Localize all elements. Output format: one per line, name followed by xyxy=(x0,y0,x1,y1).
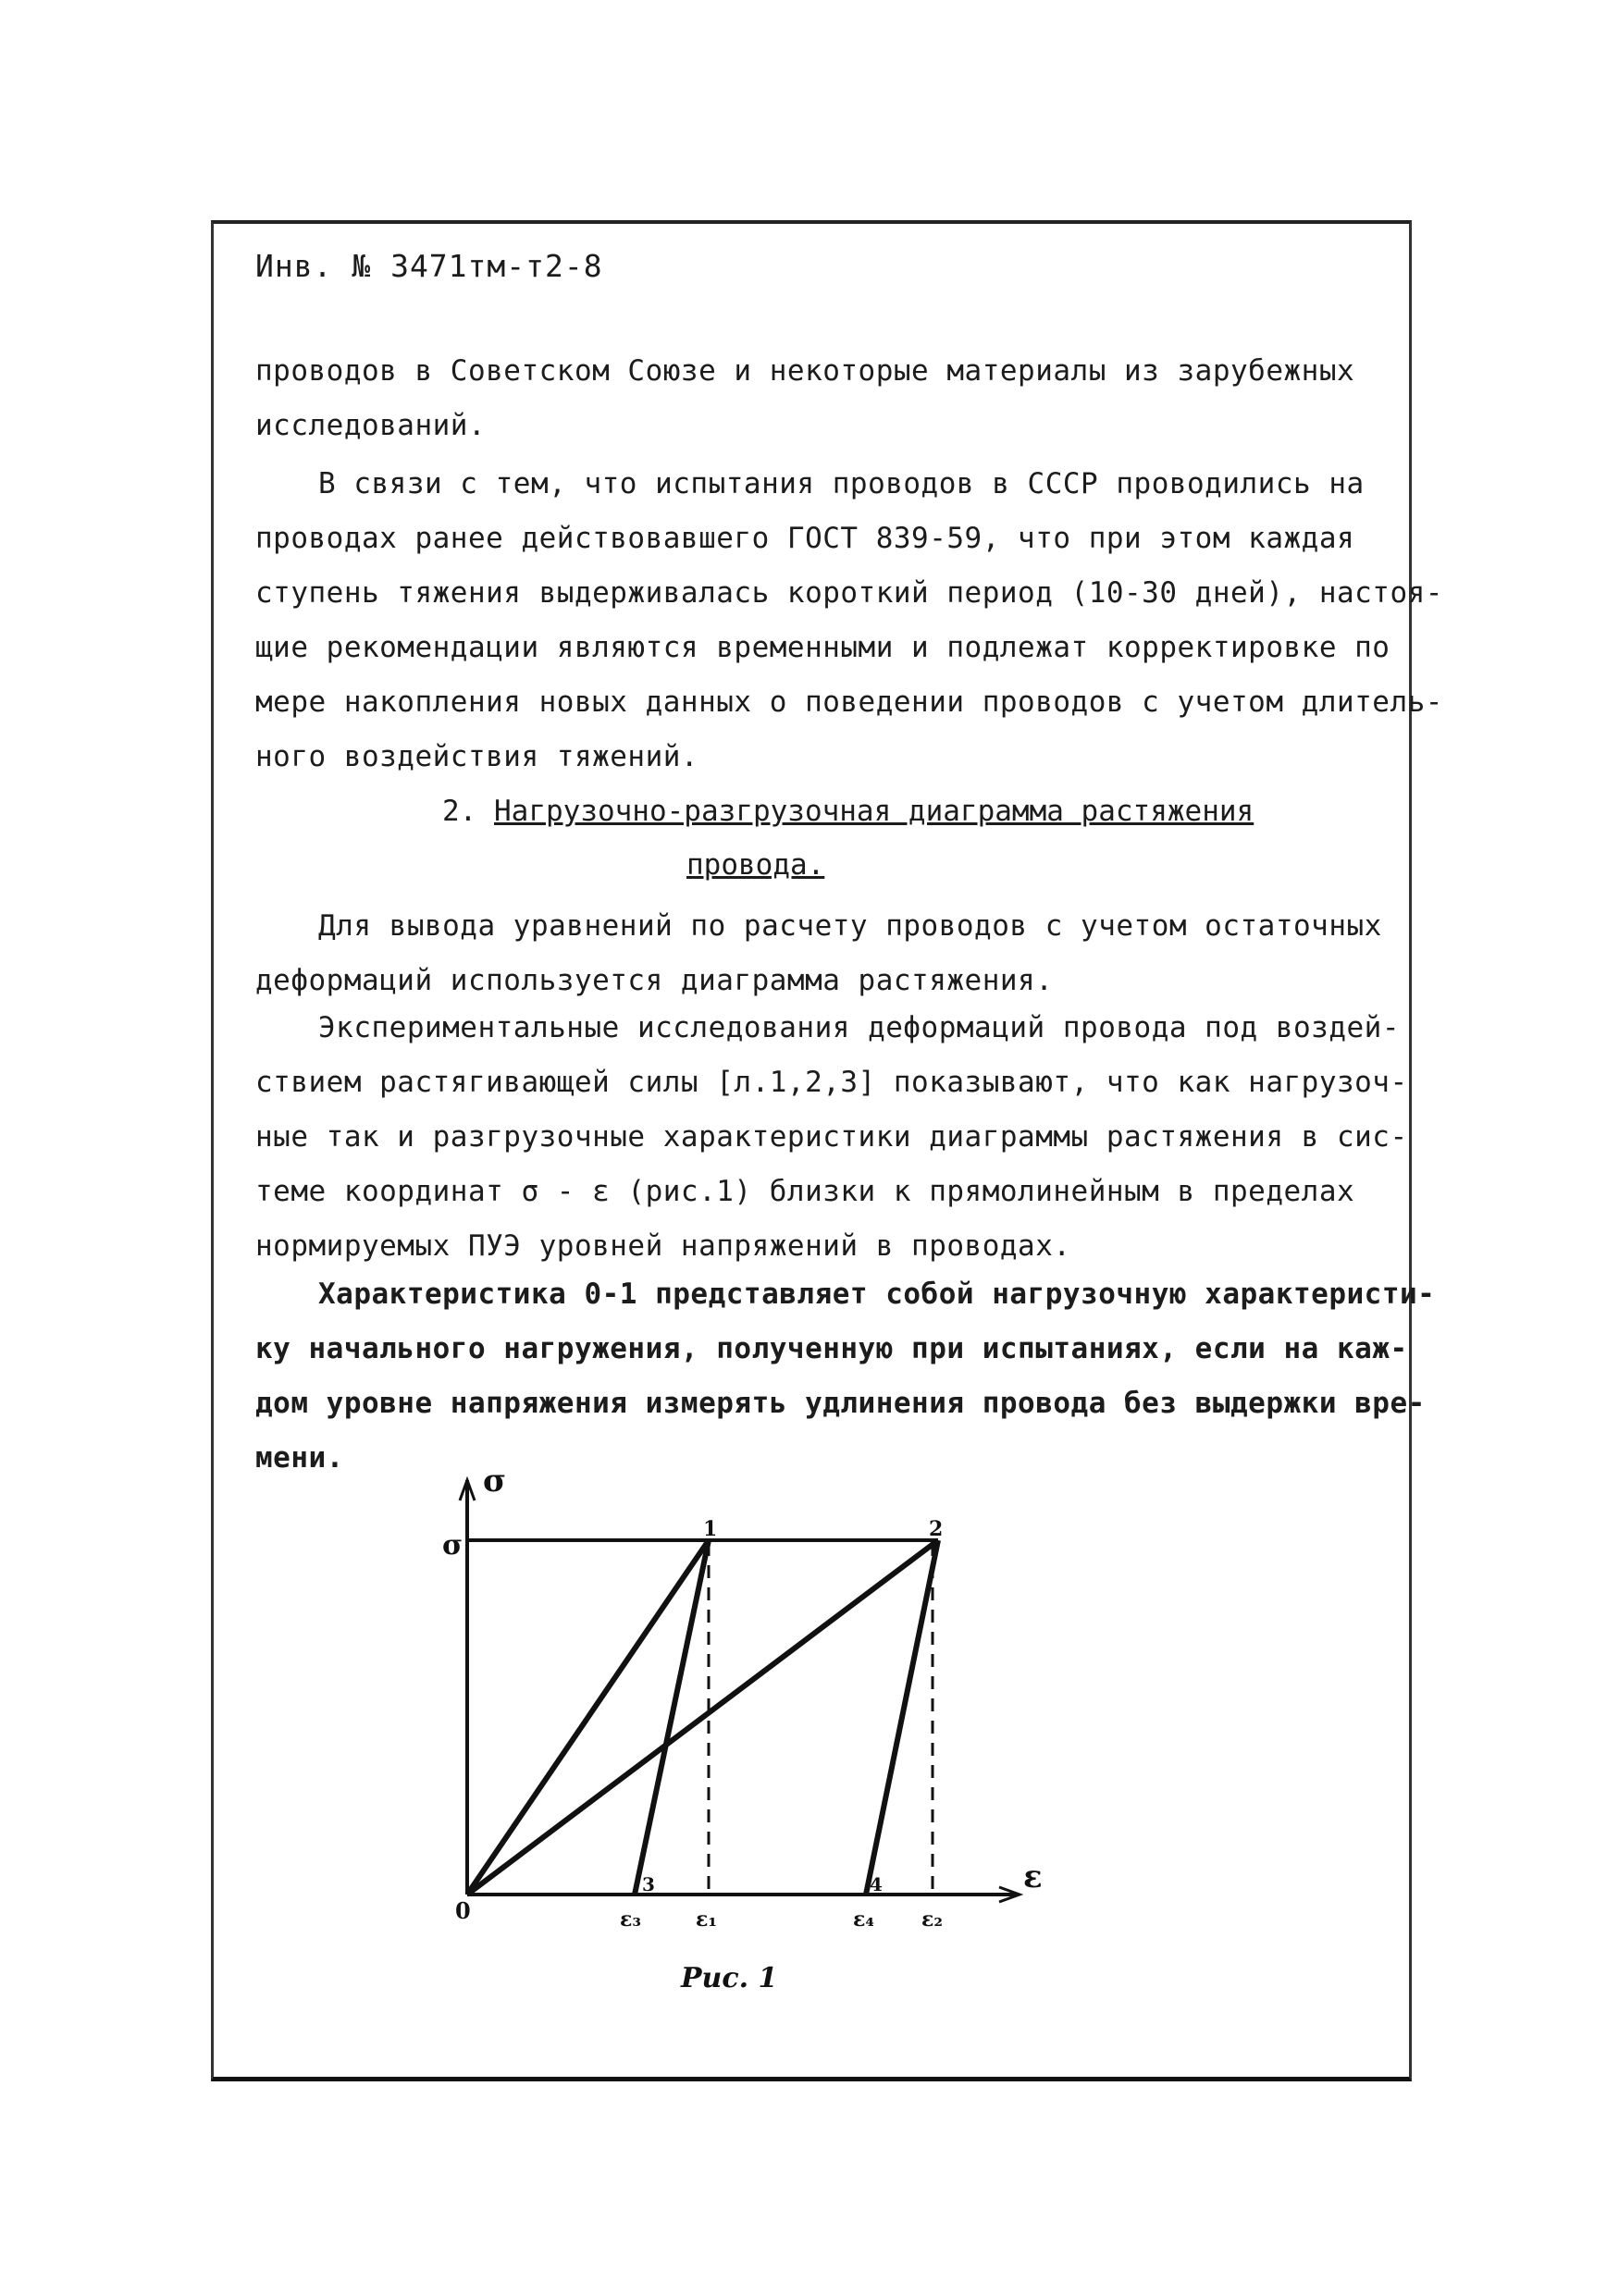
text-line: исследований. xyxy=(255,409,487,442)
point-label-4: 4 xyxy=(870,1873,883,1895)
text-line: щие рекомендации являются временными и подлежат корректировке по xyxy=(255,631,1390,664)
section-title-line-2: провода. xyxy=(686,848,825,882)
text-line: ствием растягивающей силы [л.1,2,3] показывают, что как нагрузоч- xyxy=(255,1066,1408,1099)
text-line: теме координат σ - ε (рис.1) близки к прямолинейным в пределах xyxy=(255,1175,1355,1208)
inventory-number: Инв. № 3471тм-т2-8 xyxy=(255,248,603,284)
text-line: В связи с тем, что испытания проводов в СССР проводились на xyxy=(318,467,1365,500)
text-line: мени. xyxy=(255,1441,344,1475)
y-axis-label: σ xyxy=(483,1463,507,1500)
x-tick-label-e2: ε₂ xyxy=(921,1907,944,1932)
text-line: ные так и разгрузочные характеристики диаграммы растяжения в сис- xyxy=(255,1120,1408,1154)
x-tick-label-e1: ε₁ xyxy=(696,1907,718,1932)
text-line: Для вывода уравнений по расчету проводов с учетом остаточных xyxy=(318,909,1382,943)
x-tick-label-e4: ε₄ xyxy=(853,1907,875,1932)
text-line: проводах ранее действовавшего ГОСТ 839-59, что при этом каждая xyxy=(255,522,1355,555)
text-line: Характеристика 0-1 представляет собой нагрузочную характеристи- xyxy=(318,1278,1436,1311)
point-label-2: 2 xyxy=(929,1517,944,1541)
text-line: ступень тяжения выдерживалась короткий период (10-30 дней), настоя- xyxy=(255,576,1443,610)
point-label-1: 1 xyxy=(703,1517,718,1541)
text-line: нормируемых ПУЭ уровней напряжений в проводах. xyxy=(255,1229,1071,1263)
text-line: дом уровне напряжения измерять удлинения провода без выдержки вре- xyxy=(255,1387,1426,1420)
text-line: ку начального нагружения, полученную при испытаниях, если на каж- xyxy=(255,1332,1408,1365)
x-tick-label-e3: ε₃ xyxy=(620,1907,642,1932)
loading-line-0-2 xyxy=(467,1540,938,1895)
section-number: 2. xyxy=(442,795,477,828)
text-line: деформаций используется диаграмма растяжения. xyxy=(255,964,1054,997)
figure-caption: Рис. 1 xyxy=(681,1962,778,1994)
text-line: проводов в Советском Союзе и некоторые материалы из зарубежных xyxy=(255,354,1355,388)
text-line: мере накопления новых данных о поведении проводов с учетом длитель- xyxy=(255,685,1443,719)
x-axis-label: ε xyxy=(1023,1858,1043,1895)
origin-label: 0 xyxy=(455,1897,471,1924)
text-line: ного воздействия тяжений. xyxy=(255,740,699,773)
point-label-3: 3 xyxy=(642,1873,655,1895)
text-line: Экспериментальные исследования деформаций провода под воздей- xyxy=(318,1011,1400,1044)
y-tick-label: σ xyxy=(442,1529,463,1562)
unloading-line-2-4 xyxy=(866,1540,938,1895)
section-title-line-1: Нагрузочно-разгрузочная диаграмма растяжения xyxy=(494,795,1254,828)
